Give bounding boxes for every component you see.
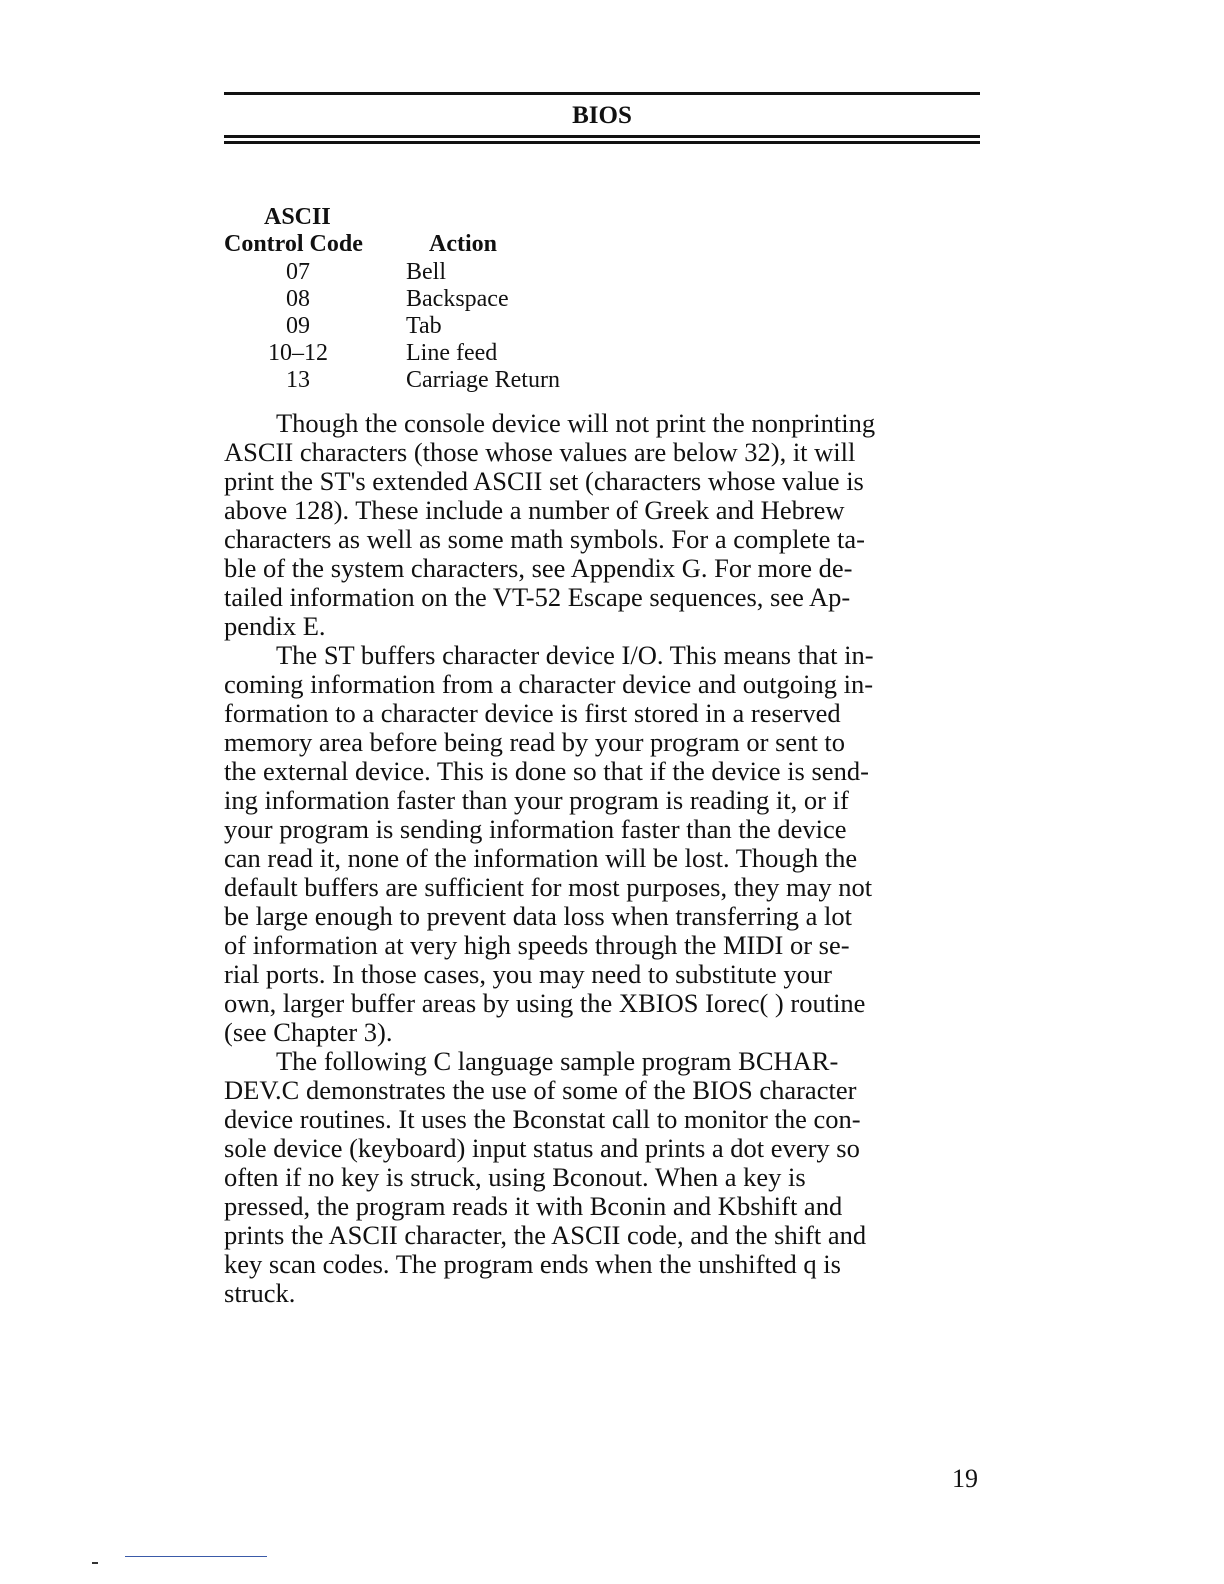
control-code: 10–12: [268, 340, 328, 366]
text-line: sole device (keyboard) input status and prints a dot every so: [224, 1133, 860, 1163]
scan-artifact-dash: [92, 1562, 98, 1564]
text-line: tailed information on the VT-52 Escape sequences, see Ap-: [224, 582, 851, 612]
column-header-action: Action: [429, 231, 497, 257]
text-line: the external device. This is done so that if the device is send-: [224, 756, 869, 786]
scan-artifact-rule: [125, 1556, 267, 1557]
text-line: The ST buffers character device I/O. This means that in-: [276, 640, 874, 670]
running-header: [224, 92, 980, 144]
text-line: characters as well as some math symbols. For a complete ta-: [224, 524, 865, 554]
text-line: device routines. It uses the Bconstat call to monitor the con-: [224, 1104, 861, 1134]
text-line: (see Chapter 3).: [224, 1017, 393, 1047]
text-line: ing information faster than your program is reading it, or if: [224, 785, 849, 815]
text-line: rial ports. In those cases, you may need to substitute your: [224, 959, 832, 989]
text-line: formation to a character device is first stored in a reserved: [224, 698, 841, 728]
text-line: memory area before being read by your program or sent to: [224, 727, 846, 757]
text-line: be large enough to prevent data loss when transferring a lot: [224, 901, 852, 931]
text-line: struck.: [224, 1278, 296, 1308]
text-line: pendix E.: [224, 611, 326, 641]
control-code: 09: [286, 313, 310, 339]
text-line: ble of the system characters, see Appendix G. For more de-: [224, 553, 853, 583]
text-line: DEV.C demonstrates the use of some of the BIOS character: [224, 1075, 857, 1105]
text-line: often if no key is struck, using Bconout. When a key is: [224, 1162, 806, 1192]
text-line: of information at very high speeds through the MIDI or se-: [224, 930, 850, 960]
paragraph-extended-ascii: [224, 409, 984, 641]
control-action: Backspace: [406, 286, 509, 312]
text-line: The following C language sample program BCHAR-: [276, 1046, 839, 1076]
control-action: Line feed: [406, 340, 498, 366]
control-action: Bell: [406, 259, 446, 285]
column-header-ascii: ASCII: [264, 204, 331, 230]
control-action: Carriage Return: [406, 367, 560, 393]
text-line: pressed, the program reads it with Bconin and Kbshift and: [224, 1191, 843, 1221]
column-header-control-code: Control Code: [224, 231, 363, 257]
header-rule-double-upper: [224, 135, 980, 138]
header-title: BIOS: [572, 102, 632, 129]
text-line: key scan codes. The program ends when the unshifted q is: [224, 1249, 841, 1279]
control-code: 07: [286, 259, 310, 285]
paragraph-buffers: [224, 641, 984, 1047]
control-action: Tab: [406, 313, 442, 339]
text-line: prints the ASCII character, the ASCII code, and the shift and: [224, 1220, 867, 1250]
paragraph-sample-program: [224, 1047, 984, 1308]
body-text: [224, 409, 984, 1308]
text-line: print the ST's extended ASCII set (characters whose value is: [224, 466, 864, 496]
text-line: can read it, none of the information will be lost. Though the: [224, 843, 858, 873]
text-line: your program is sending information faster than the device: [224, 814, 847, 844]
text-line: Though the console device will not print the nonprinting: [276, 408, 876, 438]
control-code: 13: [286, 367, 310, 393]
text-line: default buffers are sufficient for most purposes, they may not: [224, 872, 873, 902]
text-line: above 128). These include a number of Greek and Hebrew: [224, 495, 845, 525]
page-number: 19: [952, 1464, 978, 1493]
text-line: coming information from a character device and outgoing in-: [224, 669, 874, 699]
text-line: ASCII characters (those whose values are below 32), it will: [224, 437, 856, 467]
text-line: own, larger buffer areas by using the XBIOS Iorec( ) routine: [224, 988, 866, 1018]
control-code: 08: [286, 286, 310, 312]
header-rule-double-lower: [224, 141, 980, 144]
